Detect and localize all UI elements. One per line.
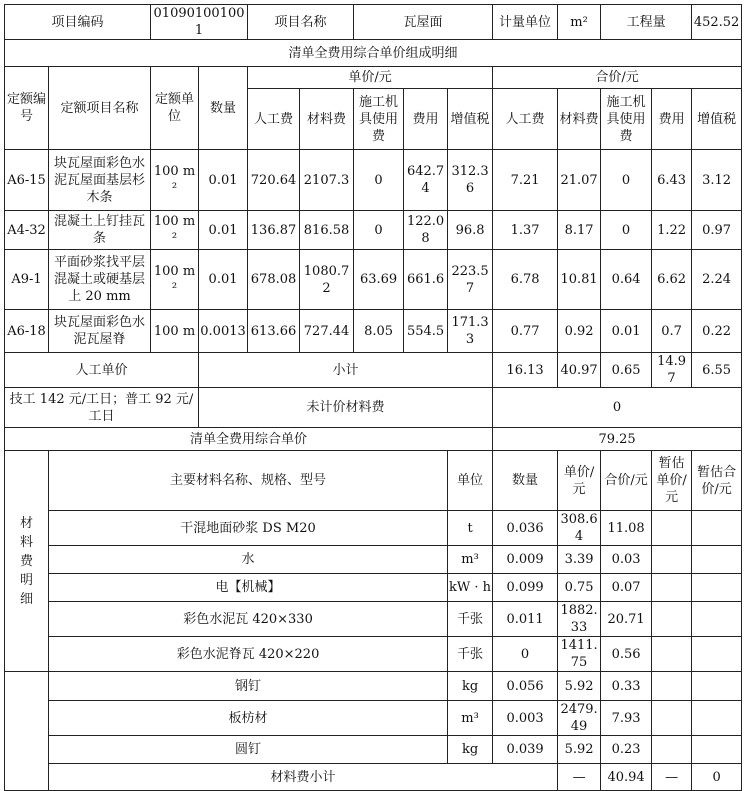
material-price: 5.92 (558, 736, 601, 764)
unit-labor: 613.66 (248, 310, 300, 353)
unit-total-label: 清单全费用综合单价 (5, 428, 493, 451)
material-est-unit (652, 701, 692, 736)
material-total: 20.71 (601, 602, 652, 637)
total-fee: 0.7 (652, 310, 692, 353)
col-material-unit: 单位 (448, 451, 493, 511)
col-unit-vat: 增值税 (448, 89, 493, 150)
work-quantity-label: 工程量 (601, 5, 692, 40)
material-total: 0.03 (601, 546, 652, 574)
col-unit-fee: 费用 (404, 89, 448, 150)
material-row (5, 736, 742, 764)
quota-no: A6-18 (5, 310, 49, 353)
quota-no: A6-15 (5, 150, 49, 211)
project-name-value: 瓦屋面 (354, 5, 493, 40)
quota-qty: 0.01 (199, 250, 248, 310)
col-total-fee: 费用 (652, 89, 692, 150)
subtotal-row (5, 353, 742, 388)
material-name: 圆钉 (49, 736, 448, 764)
col-quota-unit: 定额单位 (151, 67, 199, 150)
project-code-value: 010901001001 (151, 5, 248, 40)
material-est-unit (652, 736, 692, 764)
material-unit: 千张 (448, 637, 493, 672)
col-material-unit-price: 单价/元 (558, 451, 601, 511)
material-price: 0.75 (558, 574, 601, 602)
material-qty: 0 (493, 637, 558, 672)
material-total: 0.56 (601, 637, 652, 672)
material-subtotal-total: 40.94 (601, 764, 652, 791)
material-qty: 0.056 (493, 672, 558, 701)
total-fee: 6.62 (652, 250, 692, 310)
material-name: 钢钉 (49, 672, 448, 701)
col-quantity: 数量 (199, 67, 248, 150)
material-name: 干混地面砂浆 DS M20 (49, 511, 448, 546)
col-quota-name: 定额项目名称 (49, 67, 151, 150)
col-total-machine: 施工机具使用费 (601, 89, 652, 150)
total-machine: 0 (601, 150, 652, 211)
total-fee: 1.22 (652, 211, 692, 250)
material-row (5, 546, 742, 574)
material-price: 1882.33 (558, 602, 601, 637)
material-name: 电【机械】 (49, 574, 448, 602)
total-material: 8.17 (558, 211, 601, 250)
section-title: 清单全费用综合单价组成明细 (5, 40, 742, 67)
unit-material: 727.44 (300, 310, 354, 353)
material-price: 1411.75 (558, 637, 601, 672)
material-subtotal-label: 材料费小计 (49, 764, 558, 791)
material-qty: 0.039 (493, 736, 558, 764)
unit-labor: 678.08 (248, 250, 300, 310)
quota-unit: 100 m (151, 310, 199, 353)
material-row (5, 574, 742, 602)
material-qty: 0.009 (493, 546, 558, 574)
material-price: 2479.49 (558, 701, 601, 736)
material-price: 308.64 (558, 511, 601, 546)
material-total: 11.08 (601, 511, 652, 546)
material-side-blank (5, 672, 49, 791)
material-side-label-text: 材料费明细 (19, 515, 33, 607)
unit-vat: 223.57 (448, 250, 493, 310)
material-qty: 0.011 (493, 602, 558, 637)
col-material-est-total: 暂估合价/元 (692, 451, 742, 511)
col-material-total-price: 合价/元 (601, 451, 652, 511)
quota-row (5, 211, 742, 250)
material-est-total (692, 602, 742, 637)
unpriced-material-value: 0 (493, 388, 742, 428)
material-est-unit (652, 546, 692, 574)
material-row (5, 701, 742, 736)
col-quota-no: 定额编号 (5, 67, 49, 150)
material-header-row (5, 451, 742, 511)
material-row (5, 602, 742, 637)
material-est-total (692, 546, 742, 574)
material-total: 0.23 (601, 736, 652, 764)
quota-unit: 100 m² (151, 250, 199, 310)
material-est-unit (652, 511, 692, 546)
quota-no: A4-32 (5, 211, 49, 250)
material-row (5, 511, 742, 546)
material-est-unit (652, 637, 692, 672)
col-material-est-unit: 暂估单价/元 (652, 451, 692, 511)
quota-no: A9-1 (5, 250, 49, 310)
col-unit-machine: 施工机具使用费 (354, 89, 404, 150)
material-total: 0.07 (601, 574, 652, 602)
total-machine: 0 (601, 211, 652, 250)
material-total: 7.93 (601, 701, 652, 736)
material-subtotal-est-total: 0 (692, 764, 742, 791)
quota-name: 混凝土上钉挂瓦条 (49, 211, 151, 250)
labor-rate-label: 人工单价 (5, 353, 199, 388)
material-price: 5.92 (558, 672, 601, 701)
work-quantity-value: 452.52 (692, 5, 742, 40)
material-name: 彩色水泥瓦 420×330 (49, 602, 448, 637)
col-total-material: 材料费 (558, 89, 601, 150)
section-title-row (5, 40, 742, 67)
unit-fee: 642.74 (404, 150, 448, 211)
quota-name: 块瓦屋面彩色水泥瓦屋面基层杉木条 (49, 150, 151, 211)
material-unit: m³ (448, 701, 493, 736)
project-code-label: 项目编码 (5, 5, 151, 40)
quota-qty: 0.0013 (199, 310, 248, 353)
material-qty: 0.003 (493, 701, 558, 736)
measure-unit-label: 计量单位 (493, 5, 558, 40)
cost-breakdown-table (4, 4, 742, 791)
unit-total-row (5, 428, 742, 451)
quota-qty: 0.01 (199, 150, 248, 211)
material-est-unit (652, 574, 692, 602)
unit-material: 816.58 (300, 211, 354, 250)
subtotal-machine: 0.65 (601, 353, 652, 388)
col-total-vat: 增值税 (692, 89, 742, 150)
unit-machine: 63.69 (354, 250, 404, 310)
material-total: 0.33 (601, 672, 652, 701)
subtotal-vat: 6.55 (692, 353, 742, 388)
material-unit: t (448, 511, 493, 546)
col-unit-material: 材料费 (300, 89, 354, 150)
col-unit-price-group: 单价/元 (248, 67, 493, 89)
col-material-name: 主要材料名称、规格、型号 (49, 451, 448, 511)
total-fee: 6.43 (652, 150, 692, 211)
material-est-unit (652, 672, 692, 701)
total-labor: 6.78 (493, 250, 558, 310)
material-est-total (692, 736, 742, 764)
quota-name: 平面砂浆找平层混凝土或硬基层上 20 mm (49, 250, 151, 310)
quota-unit: 100 m² (151, 150, 199, 211)
total-labor: 0.77 (493, 310, 558, 353)
total-vat: 0.22 (692, 310, 742, 353)
unit-labor: 720.64 (248, 150, 300, 211)
material-est-total (692, 511, 742, 546)
unit-machine: 8.05 (354, 310, 404, 353)
quota-row (5, 310, 742, 353)
total-labor: 1.37 (493, 211, 558, 250)
col-material-qty: 数量 (493, 451, 558, 511)
material-name: 彩色水泥脊瓦 420×220 (49, 637, 448, 672)
labor-rate-text: 技工 142 元/工日；普工 92 元/工日 (5, 388, 199, 428)
unpriced-material-row (5, 388, 742, 428)
material-name: 水 (49, 546, 448, 574)
header-row (5, 5, 742, 40)
quota-qty: 0.01 (199, 211, 248, 250)
measure-unit-value: m² (558, 5, 601, 40)
unit-machine: 0 (354, 211, 404, 250)
subtotal-label: 小计 (199, 353, 493, 388)
total-vat: 3.12 (692, 150, 742, 211)
unit-total-value: 79.25 (493, 428, 742, 451)
total-material: 10.81 (558, 250, 601, 310)
unit-vat: 171.33 (448, 310, 493, 353)
unit-material: 1080.72 (300, 250, 354, 310)
material-est-total (692, 637, 742, 672)
unit-labor: 136.87 (248, 211, 300, 250)
material-price: 3.39 (558, 546, 601, 574)
col-total-price-group: 合价/元 (493, 67, 742, 89)
material-unit: kg (448, 672, 493, 701)
material-subtotal-row (5, 764, 742, 791)
material-name: 板枋材 (49, 701, 448, 736)
material-est-unit (652, 602, 692, 637)
quota-row (5, 250, 742, 310)
material-subtotal-price: — (558, 764, 601, 791)
quota-name: 块瓦屋面彩色水泥瓦屋脊 (49, 310, 151, 353)
material-unit: kg (448, 736, 493, 764)
subtotal-material: 40.97 (558, 353, 601, 388)
unit-machine: 0 (354, 150, 404, 211)
col-total-labor: 人工费 (493, 89, 558, 150)
project-name-label: 项目名称 (248, 5, 354, 40)
quota-row (5, 150, 742, 211)
col-unit-labor: 人工费 (248, 89, 300, 150)
cost-breakdown-sheet (4, 4, 742, 791)
material-qty: 0.099 (493, 574, 558, 602)
material-est-total (692, 574, 742, 602)
material-est-total (692, 672, 742, 701)
quota-unit: 100 m² (151, 211, 199, 250)
material-row (5, 637, 742, 672)
material-est-total (692, 701, 742, 736)
total-vat: 2.24 (692, 250, 742, 310)
subtotal-labor: 16.13 (493, 353, 558, 388)
unit-vat: 96.8 (448, 211, 493, 250)
material-row (5, 672, 742, 701)
total-material: 0.92 (558, 310, 601, 353)
total-machine: 0.01 (601, 310, 652, 353)
material-subtotal-est-unit: — (652, 764, 692, 791)
unit-fee: 554.5 (404, 310, 448, 353)
unit-vat: 312.36 (448, 150, 493, 211)
column-header-row-1 (5, 67, 742, 89)
material-unit: 千张 (448, 602, 493, 637)
material-qty: 0.036 (493, 511, 558, 546)
unpriced-material-label: 未计价材料费 (199, 388, 493, 428)
unit-material: 2107.3 (300, 150, 354, 211)
total-labor: 7.21 (493, 150, 558, 211)
total-material: 21.07 (558, 150, 601, 211)
total-machine: 0.64 (601, 250, 652, 310)
subtotal-fee: 14.97 (652, 353, 692, 388)
unit-fee: 661.6 (404, 250, 448, 310)
material-unit: m³ (448, 546, 493, 574)
material-unit: kW · h (448, 574, 493, 602)
unit-fee: 122.08 (404, 211, 448, 250)
total-vat: 0.97 (692, 211, 742, 250)
material-side-label (5, 451, 49, 672)
